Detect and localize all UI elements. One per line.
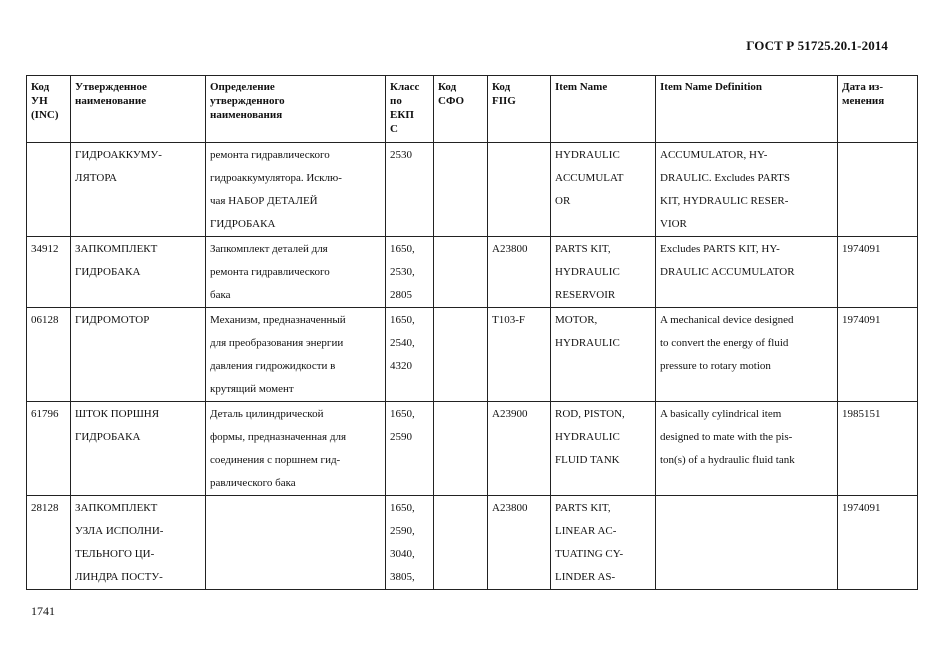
cell-inc (27, 143, 71, 237)
table-row (27, 496, 918, 590)
cell-fiig-code: T103-F (488, 308, 551, 402)
table-row (27, 308, 918, 402)
cell-item-name: ROD, PISTON, HYDRAULIC FLUID TANK (551, 402, 656, 496)
col-header-class: Класс по ЕКП С (386, 76, 434, 143)
cell-item-name: PARTS KIT, HYDRAULIC RESERVOIR (551, 237, 656, 308)
cell-fiig-code: A23800 (488, 237, 551, 308)
col-header-inc: Код УН (INC) (27, 76, 71, 143)
cell-change-date: 1974091 (838, 308, 918, 402)
col-header-fiig-code: Код FIIG (488, 76, 551, 143)
cell-fiig-code: A23900 (488, 402, 551, 496)
cell-inc: 28128 (27, 496, 71, 590)
col-header-name-definition: Определение утвержденного наименования (206, 76, 386, 143)
cell-sfo-code (434, 402, 488, 496)
table-row (27, 143, 918, 237)
cell-approved-name: ЗАПКОМПЛЕКТ УЗЛА ИСПОЛНИ- ТЕЛЬНОГО ЦИ- ЛИНДРА ПОСТУ- (71, 496, 206, 590)
cell-item-name-definition: Excludes PARTS KIT, HY- DRAULIC ACCUMULATOR (656, 237, 838, 308)
cell-approved-name: ШТОК ПОРШНЯ ГИДРОБАКА (71, 402, 206, 496)
cell-change-date: 1974091 (838, 496, 918, 590)
cell-fiig-code (488, 143, 551, 237)
cell-inc: 34912 (27, 237, 71, 308)
col-header-change-date: Дата из- менения (838, 76, 918, 143)
cell-sfo-code (434, 237, 488, 308)
cell-change-date: 1974091 (838, 237, 918, 308)
cell-class: 2530 (386, 143, 434, 237)
col-header-sfo-code: Код СФО (434, 76, 488, 143)
table-header-row (27, 76, 918, 143)
cell-inc: 61796 (27, 402, 71, 496)
cell-approved-name: ЗАПКОМПЛЕКТ ГИДРОБАКА (71, 237, 206, 308)
cell-class: 1650, 2540, 4320 (386, 308, 434, 402)
cell-name-definition: ремонта гидравлического гидроаккумулятора. Исклю- чая НАБОР ДЕТАЛЕЙ ГИДРОБАКА (206, 143, 386, 237)
col-header-item-name: Item Name (551, 76, 656, 143)
cell-name-definition: Запкомплект деталей для ремонта гидравлического бака (206, 237, 386, 308)
cell-item-name-definition (656, 496, 838, 590)
cell-class: 1650, 2590 (386, 402, 434, 496)
cell-name-definition (206, 496, 386, 590)
cell-change-date (838, 143, 918, 237)
cell-fiig-code: A23800 (488, 496, 551, 590)
cell-item-name: MOTOR, HYDRAULIC (551, 308, 656, 402)
cell-item-name: PARTS KIT, LINEAR AC- TUATING CY- LINDER AS- (551, 496, 656, 590)
cell-change-date: 1985151 (838, 402, 918, 496)
cell-inc: 06128 (27, 308, 71, 402)
cell-item-name-definition: A mechanical device designed to convert the energy of fluid pressure to rotary motion (656, 308, 838, 402)
cell-name-definition: Деталь цилиндрической формы, предназначенная для соединения с поршнем гид- равлического бака (206, 402, 386, 496)
cell-sfo-code (434, 496, 488, 590)
cell-item-name-definition: A basically cylindrical item designed to mate with the pis- ton(s) of a hydraulic fluid tank (656, 402, 838, 496)
cell-sfo-code (434, 143, 488, 237)
table-row (27, 402, 918, 496)
cell-sfo-code (434, 308, 488, 402)
cell-name-definition: Механизм, предназначенный для преобразования энергии давления гидрожидкости в крутящий момент (206, 308, 386, 402)
document-id-header: ГОСТ Р 51725.20.1-2014 (746, 38, 888, 53)
page-number: 1741 (31, 604, 55, 618)
cell-item-name-definition: ACCUMULATOR, HY- DRAULIC. Excludes PARTS KIT, HYDRAULIC RESER- VIOR (656, 143, 838, 237)
cell-approved-name: ГИДРОМОТОР (71, 308, 206, 402)
catalog-table (26, 75, 918, 590)
cell-class: 1650, 2590, 3040, 3805, (386, 496, 434, 590)
col-header-item-name-definition: Item Name Definition (656, 76, 838, 143)
cell-item-name: HYDRAULIC ACCUMULAT OR (551, 143, 656, 237)
table-row (27, 237, 918, 308)
col-header-approved-name: Утвержденное наименование (71, 76, 206, 143)
cell-approved-name: ГИДРОАККУМУ- ЛЯТОРА (71, 143, 206, 237)
cell-class: 1650, 2530, 2805 (386, 237, 434, 308)
